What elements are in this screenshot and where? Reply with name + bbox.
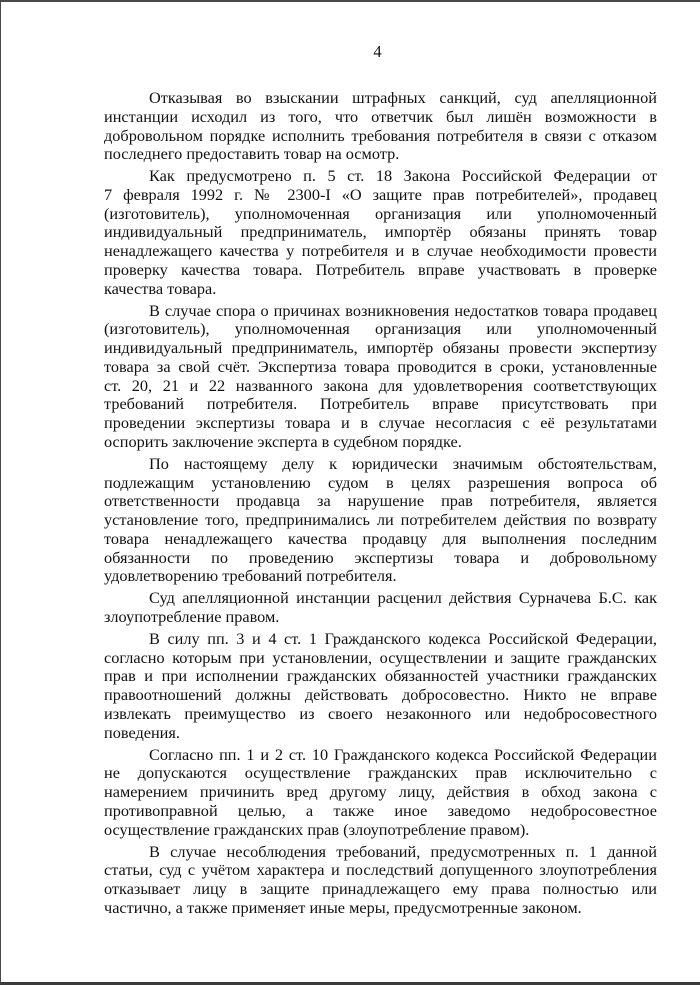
paragraph [104,746,657,840]
text-line: проведении экспертизы товара и в случае несогласия с её результатами [104,414,657,433]
text-line: товара за свой счёт. Экспертиза товара проводится в сроки, установленные [104,357,657,376]
text-line: В случае спора о причинах возникновения недостатков товара продавец [149,301,657,320]
text-line: поведения. [104,723,180,742]
text-line: требований потребителя. Потребитель вправе присутствовать при [104,395,657,414]
text-line: противоправной целью, а также иное заведомо недобросовестное [104,801,657,820]
text-line: злоупотребление правом. [104,608,280,626]
text-line: 7 февраля 1992 г. № 2300-I «О защите прав потребителей», продавец [104,185,657,204]
paragraph [104,302,657,452]
text-line: Отказывая во взыскании штрафных санкций, суд апелляционной [149,89,657,107]
paragraph [104,167,657,298]
text-line: Как предусмотрено п. 5 ст. 18 Закона Российской Федерации от [149,167,657,186]
paragraph [104,589,657,627]
text-line: прав и при исполнении гражданских обязанностей участники гражданских [104,667,657,686]
text-line: товара ненадлежащего качества продавцу для выполнения последним [104,529,657,548]
text-line: инстанции исходил из того, что ответчик был лишён возможности в [104,107,657,126]
text-line: извлекать преимущество из своего незаконного или недобросовестного [104,704,657,723]
text-line: ст. 20, 21 и 22 названного закона для удовлетворения соответствующих [104,376,657,395]
text-line: индивидуальный предприниматель, импортёр обязаны провести экспертизу [104,339,657,358]
text-line: оспорить заключение эксперта в судебном порядке. [104,432,462,451]
paragraph [104,843,657,918]
text-line: Суд апелляционной инстанции расценил действия Сурначева Б.С. как [149,589,657,608]
text-line: осуществление гражданских прав (злоупотребление правом). [104,820,530,839]
text-line: частично, а также применяет иные меры, предусмотренные законом. [104,898,582,917]
text-line: правоотношений должны действовать добросовестно. Никто не вправе [104,686,657,705]
document-body [104,89,657,921]
page-number: 4 [373,42,382,61]
text-line: ответственности продавца за нарушение прав потребителя, является [104,492,657,511]
text-line: отказывает лицу в защите принадлежащего ему права полностью или [104,880,657,899]
text-line: намерением причинить вред другому лицу, действия в обход закона с [104,783,657,802]
text-line: Согласно пп. 1 и 2 ст. 10 Гражданского кодекса Российской Федерации [149,745,657,764]
text-line: В силу пп. 3 и 4 ст. 1 Гражданского кодекса Российской Федерации, [149,629,657,648]
text-line: согласно которым при установлении, осуществлении и защите гражданских [104,648,657,667]
text-line: статьи, суд с учётом характера и последствий допущенного злоупотребления [104,861,657,880]
text-line: обязанности по проведению экспертизы товара и добровольному [104,548,657,567]
text-line: качества товара. [104,279,217,298]
text-line: По настоящему делу к юридически значимым обстоятельствам, [149,454,657,473]
paragraph [104,89,657,164]
text-line: (изготовитель), уполномоченная организация или уполномоченный [104,320,657,339]
text-line: подлежащим установлению судом в целях разрешения вопроса об [104,473,657,492]
text-line: удовлетворению требований потребителя. [104,567,397,586]
paragraph [104,455,657,586]
text-line: индивидуальный предприниматель, импортёр обязаны принять товар [104,223,657,242]
paragraph [104,630,657,743]
text-line: последнего предоставить товар на осмотр. [104,145,400,164]
text-line: установление того, предпринимались ли потребителем действия по возврату [104,511,657,530]
text-line: не допускаются осуществление гражданских прав исключительно с [104,764,657,783]
text-line: ненадлежащего качества у потребителя и в случае необходимости провести [104,242,657,261]
text-line: проверку качества товара. Потребитель вправе участвовать в проверке [104,260,657,279]
text-line: В случае несоблюдения требований, предусмотренных п. 1 данной [149,842,657,861]
text-line: добровольном порядке исполнить требования потребителя в связи с отказом [104,126,657,145]
text-line: (изготовитель), уполномоченная организация или уполномоченный [104,204,657,223]
